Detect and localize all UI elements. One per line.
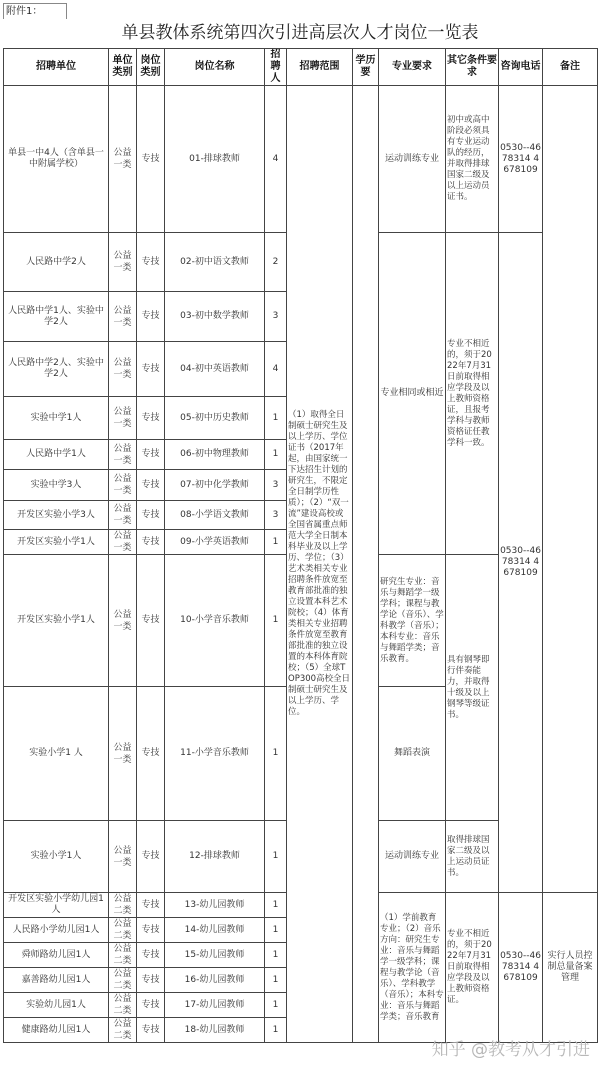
cell-post-name: 14-幼儿园教师 (165, 918, 265, 943)
cell-post-type: 专技 (137, 687, 165, 821)
cell-conditions: 取得排球国家二级及以上运动员证书。 (446, 821, 499, 893)
cell-count: 1 (265, 687, 287, 821)
watermark: 知乎 @教考从才引进 (431, 1040, 590, 1060)
cell-unit-type: 公益一类 (109, 821, 137, 893)
cell-unit-type: 公益二类 (109, 993, 137, 1018)
cell-post-name: 05-初中历史教师 (165, 397, 265, 440)
cell-unit-type: 公益二类 (109, 1018, 137, 1043)
header-row (4, 49, 598, 86)
header-unit-type: 单位类别 (109, 49, 137, 86)
cell-post-name: 08-小学语文教师 (165, 501, 265, 530)
cell-post-name: 01-排球教师 (165, 86, 265, 233)
cell-post-name: 10-小学音乐教师 (165, 555, 265, 687)
cell-post-name: 17-幼儿园教师 (165, 993, 265, 1018)
header-conditions: 其它条件要求 (446, 49, 499, 86)
cell-unit-type: 公益一类 (109, 501, 137, 530)
cell-post-type: 专技 (137, 470, 165, 501)
positions-table (3, 48, 598, 1043)
header-major: 专业要求 (379, 49, 446, 86)
cell-count: 2 (265, 233, 287, 292)
cell-unit-type: 公益二类 (109, 943, 137, 968)
cell-unit: 实验幼儿园1人 (4, 993, 109, 1018)
cell-unit-type: 公益二类 (109, 968, 137, 993)
cell-note (543, 86, 598, 893)
cell-unit-type: 公益一类 (109, 397, 137, 440)
cell-unit: 舜师路幼儿园1人 (4, 943, 109, 968)
cell-post-type: 专技 (137, 501, 165, 530)
cell-unit-type: 公益一类 (109, 440, 137, 470)
cell-post-name: 13-幼儿园教师 (165, 893, 265, 918)
cell-post-name: 16-幼儿园教师 (165, 968, 265, 993)
cell-post-name: 15-幼儿园教师 (165, 943, 265, 968)
cell-count: 4 (265, 342, 287, 397)
cell-post-name: 18-幼儿园教师 (165, 1018, 265, 1043)
cell-unit: 实验中学3人 (4, 470, 109, 501)
cell-unit: 实验小学1 人 (4, 687, 109, 821)
cell-education (353, 86, 379, 1043)
cell-unit: 开发区实验小学1人 (4, 530, 109, 555)
cell-count: 1 (265, 968, 287, 993)
cell-post-name: 03-初中数学教师 (165, 292, 265, 342)
cell-post-name: 11-小学音乐教师 (165, 687, 265, 821)
cell-major: 运动训练专业 (379, 821, 446, 893)
header-education: 学历要 (353, 49, 379, 86)
table-row (4, 86, 598, 233)
cell-unit-type: 公益一类 (109, 555, 137, 687)
cell-post-type: 专技 (137, 821, 165, 893)
cell-post-type: 专技 (137, 530, 165, 555)
cell-unit: 人民路小学幼儿园1人 (4, 918, 109, 943)
cell-post-type: 专技 (137, 555, 165, 687)
cell-count: 1 (265, 918, 287, 943)
cell-note: 实行人员控制总量备案管理 (543, 893, 598, 1043)
cell-post-name: 02-初中语文教师 (165, 233, 265, 292)
cell-count: 3 (265, 470, 287, 501)
cell-unit: 实验小学1人 (4, 821, 109, 893)
header-note: 备注 (543, 49, 598, 86)
cell-unit: 人民路中学1人、实验中学2人 (4, 292, 109, 342)
cell-major: 专业相同或相近 (379, 233, 446, 555)
header-post-type: 岗位类别 (137, 49, 165, 86)
cell-phone: 0530--4678314 4678109 (499, 233, 543, 893)
header-count: 招聘人 (265, 49, 287, 86)
header-post-name: 岗位名称 (165, 49, 265, 86)
cell-post-type: 专技 (137, 342, 165, 397)
cell-post-type: 专技 (137, 918, 165, 943)
cell-count: 1 (265, 530, 287, 555)
cell-count: 1 (265, 893, 287, 918)
cell-post-name: 06-初中物理教师 (165, 440, 265, 470)
cell-count: 4 (265, 86, 287, 233)
cell-unit-type: 公益一类 (109, 530, 137, 555)
cell-scope: （1）取得全日制硕士研究生及以上学历、学位证书（2017年起，由国家统一下达招生计划的研究生，不限定全日制学历性质）；（2）“双一流”建设高校或全国省属重点师范大学全日制本科毕业及以上学历、学位；（3）艺术类相关专业招聘条件放宽至教育部批准的独立设置本科艺术院校；（4）体育类相关专业招聘条件放宽至教育部批准的独立设置的本科体育院校；（5）全球TOP300高校全日制硕士研究生及以上学历、学位。 (287, 86, 353, 1043)
cell-conditions: 初中或高中阶段必须具有专业运动队的经历，并取得排球国家二级及以上运动员证书。 (446, 86, 499, 233)
cell-unit-type: 公益二类 (109, 893, 137, 918)
cell-unit: 嘉善路幼儿园1人 (4, 968, 109, 993)
cell-post-type: 专技 (137, 292, 165, 342)
cell-post-name: 04-初中英语教师 (165, 342, 265, 397)
cell-count: 1 (265, 943, 287, 968)
cell-unit: 开发区实验小学幼儿园1人 (4, 893, 109, 918)
cell-post-name: 09-小学英语教师 (165, 530, 265, 555)
page-title: 单县教体系统第四次引进高层次人才岗位一览表 (121, 23, 479, 43)
cell-conditions: 专业不相近的，须于2022年7月31日前取得相应学段及以上教师资格证。 (446, 893, 499, 1043)
cell-unit-type: 公益一类 (109, 292, 137, 342)
attachment-label: 附件1： (3, 3, 67, 19)
cell-unit-type: 公益一类 (109, 342, 137, 397)
cell-unit: 单县一中4人（含单县一中附属学校） (4, 86, 109, 233)
cell-unit: 人民路中学2人 (4, 233, 109, 292)
cell-phone: 0530--4678314 4678109 (499, 86, 543, 233)
cell-phone: 0530--4678314 4678109 (499, 893, 543, 1043)
header-scope: 招聘范围 (287, 49, 353, 86)
cell-major: 舞蹈表演 (379, 687, 446, 821)
cell-post-type: 专技 (137, 993, 165, 1018)
cell-count: 1 (265, 555, 287, 687)
cell-count: 1 (265, 397, 287, 440)
cell-unit-type: 公益一类 (109, 687, 137, 821)
cell-post-name: 07-初中化学教师 (165, 470, 265, 501)
header-phone: 咨询电话 (499, 49, 543, 86)
cell-post-type: 专技 (137, 440, 165, 470)
cell-count: 1 (265, 440, 287, 470)
cell-unit-type: 公益一类 (109, 470, 137, 501)
cell-post-type: 专技 (137, 397, 165, 440)
cell-post-type: 专技 (137, 893, 165, 918)
cell-conditions: 专业不相近的，须于2022年7月31日前取得相应学段及以上教师资格证，且报考学科与教师资格证任教学科一致。 (446, 233, 499, 555)
cell-unit: 开发区实验小学3人 (4, 501, 109, 530)
cell-unit: 实验中学1人 (4, 397, 109, 440)
cell-unit: 开发区实验小学1人 (4, 555, 109, 687)
cell-conditions: 具有钢琴即行伴奏能力，并取得十级及以上钢琴等级证书。 (446, 555, 499, 821)
cell-post-type: 专技 (137, 1018, 165, 1043)
cell-count: 1 (265, 993, 287, 1018)
cell-count: 3 (265, 501, 287, 530)
cell-unit-type: 公益二类 (109, 918, 137, 943)
cell-post-type: 专技 (137, 968, 165, 993)
cell-unit: 人民路中学1人 (4, 440, 109, 470)
cell-major: 研究生专业：音乐与舞蹈学一级学科；课程与教学论（音乐）、学科教学（音乐）；本科专业：音乐与舞蹈学类；音乐教育。 (379, 555, 446, 687)
cell-unit: 人民路中学2人、实验中学2人 (4, 342, 109, 397)
header-unit: 招聘单位 (4, 49, 109, 86)
cell-count: 3 (265, 292, 287, 342)
cell-post-type: 专技 (137, 233, 165, 292)
cell-post-type: 专技 (137, 943, 165, 968)
cell-major: （1）学前教育专业；（2）音乐方向：研究生专业：音乐与舞蹈学一级学科；课程与教学论（音乐）、学科教学（音乐）；本科专业：音乐与舞蹈学类；音乐教育 (379, 893, 446, 1043)
cell-unit: 健康路幼儿园1人 (4, 1018, 109, 1043)
cell-post-name: 12-排球教师 (165, 821, 265, 893)
cell-unit-type: 公益一类 (109, 233, 137, 292)
cell-unit-type: 公益一类 (109, 86, 137, 233)
cell-major: 运动训练专业 (379, 86, 446, 233)
cell-post-type: 专技 (137, 86, 165, 233)
cell-count: 1 (265, 821, 287, 893)
cell-count: 1 (265, 1018, 287, 1043)
